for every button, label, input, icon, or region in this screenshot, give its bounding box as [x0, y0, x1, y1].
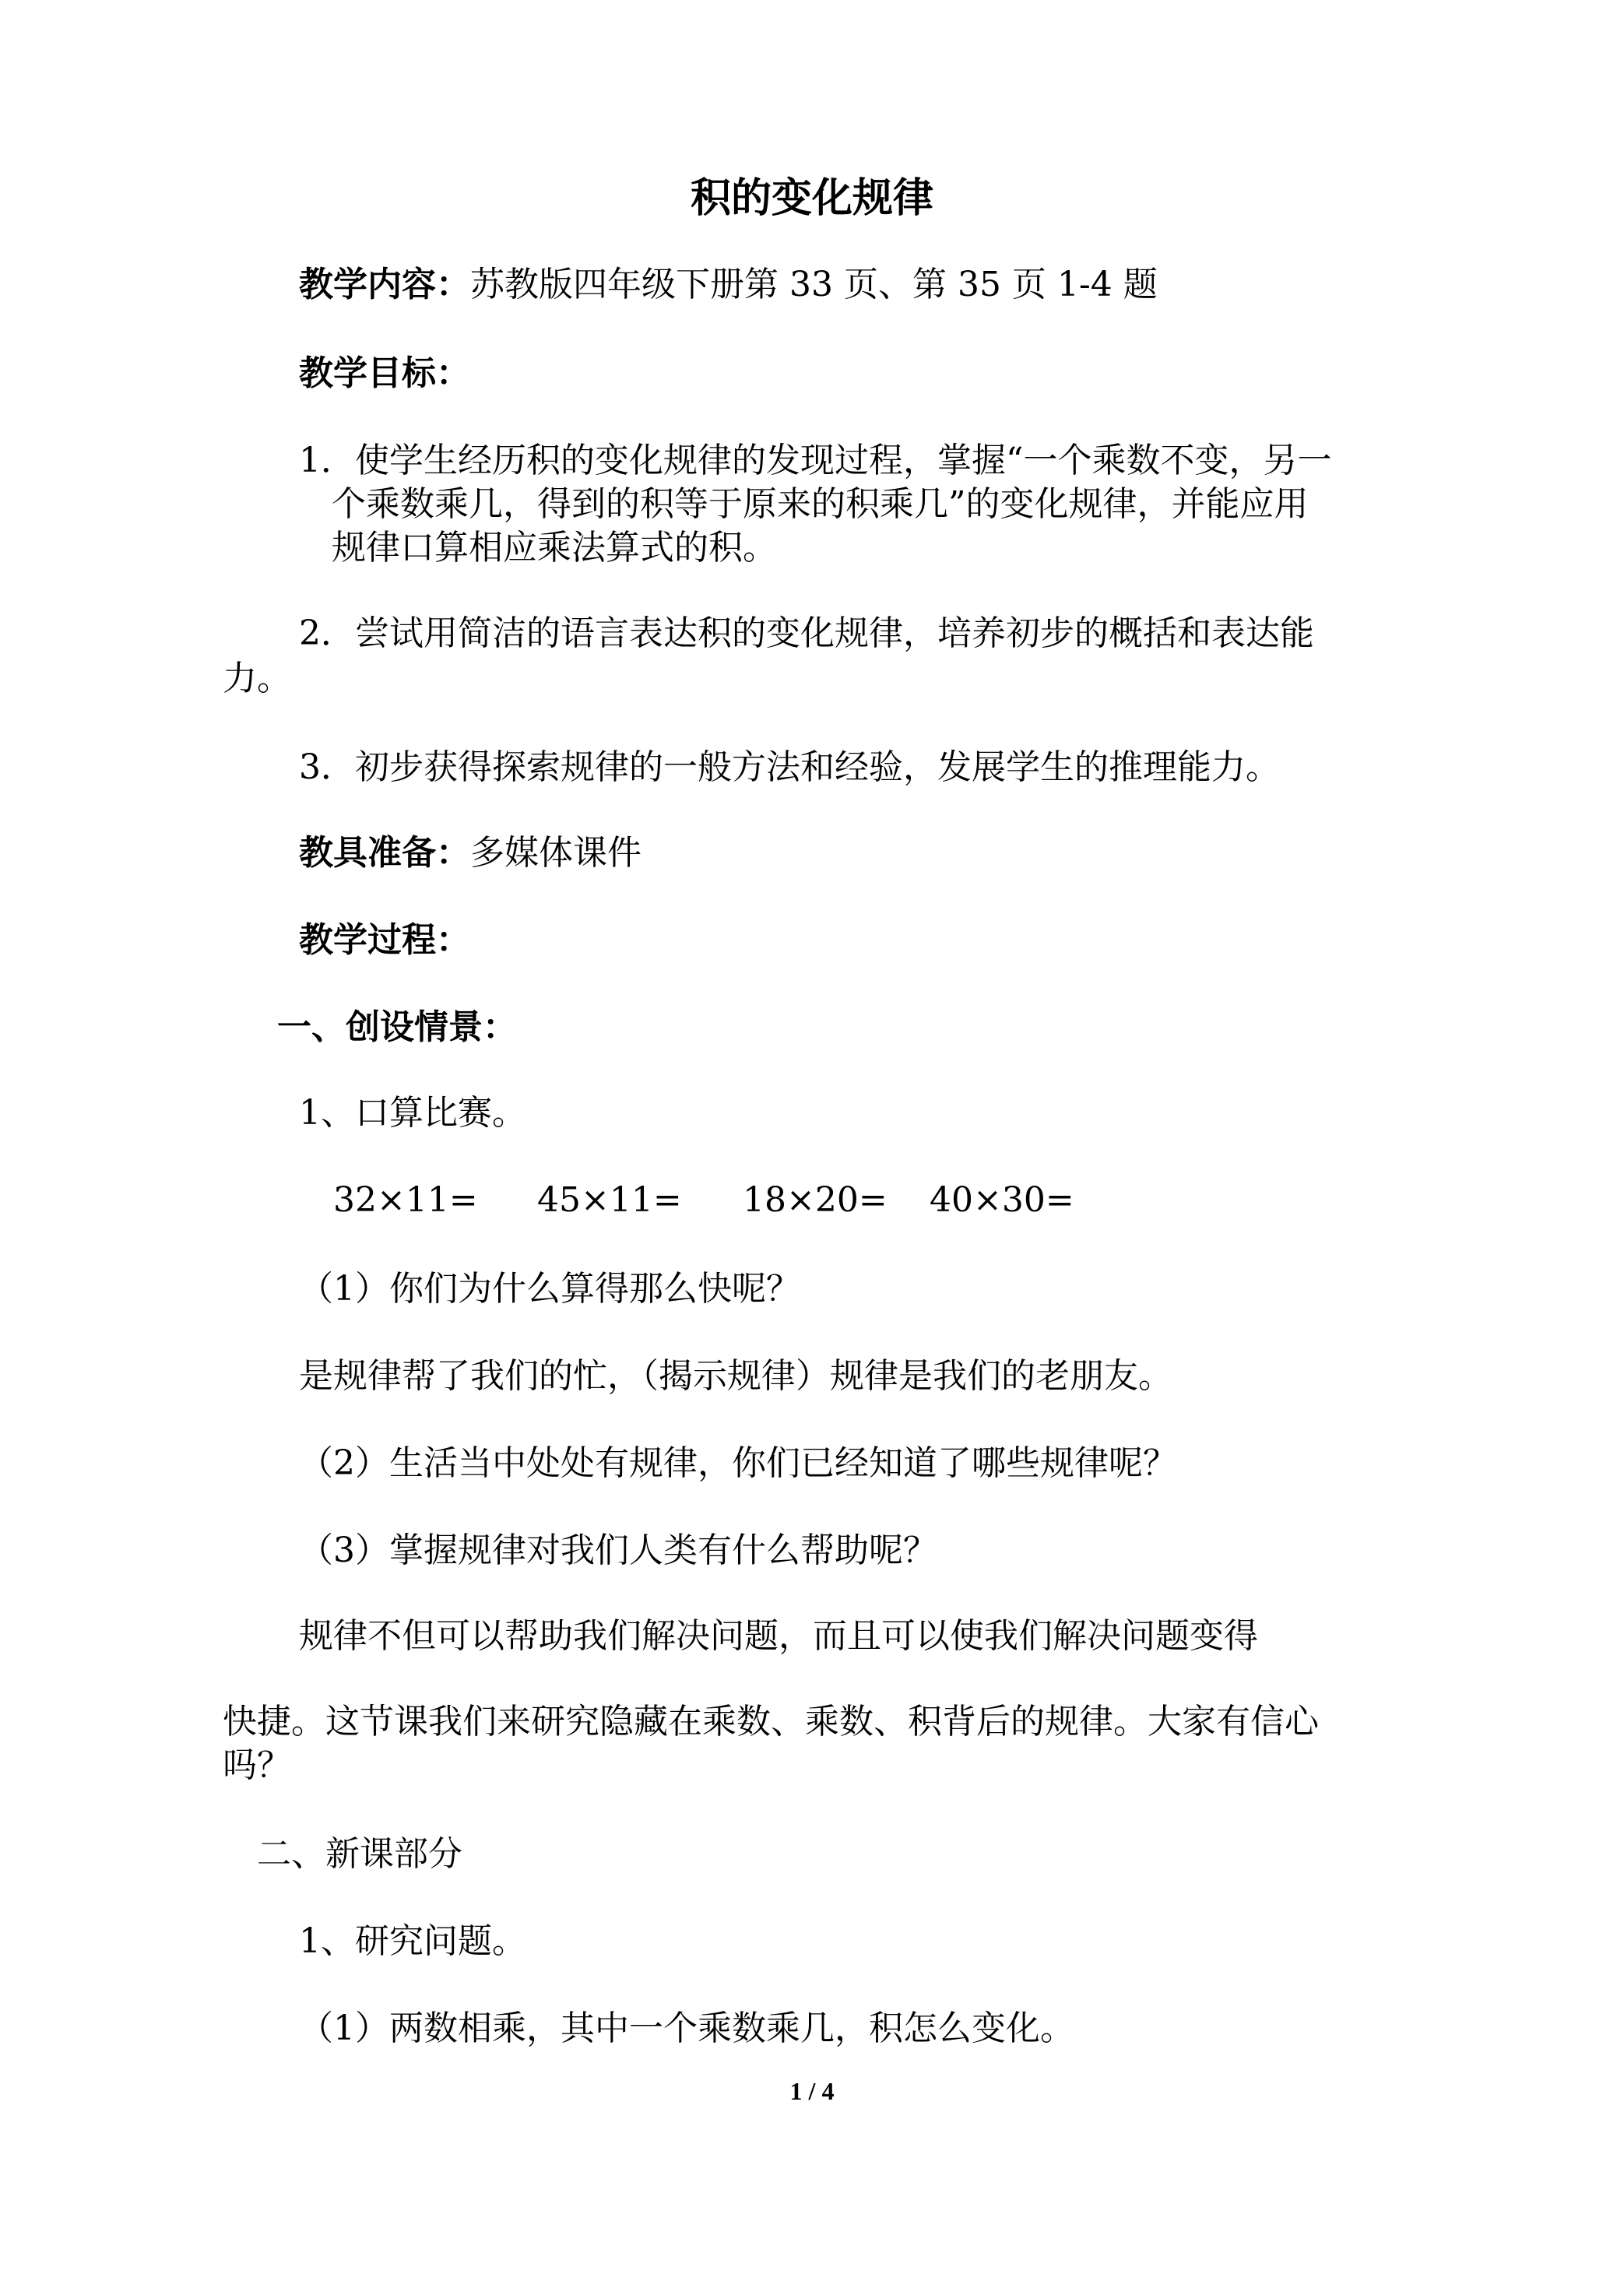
- section-2-heading: 二、新课部分: [257, 1834, 462, 1874]
- goal-2-line-2: 力。: [223, 659, 291, 698]
- item-2-1: （1）两数相乘，其中一个乘数乘几，积怎么变化。: [299, 2009, 1074, 2048]
- teaching-tools-label: 教具准备：: [299, 833, 470, 873]
- goal-1-line-3: 规律口算相应乘法算式的积。: [332, 528, 777, 568]
- paragraph-1-line-2: 快捷。这节课我们来研究隐藏在乘数、乘数、积背后的规律。大家有信心: [223, 1702, 1319, 1741]
- equation-3: 18×20=: [743, 1180, 888, 1220]
- paragraph-1-line-1: 规律不但可以帮助我们解决问题，而且可以使我们解决问题变得: [299, 1616, 1258, 1656]
- goal-1-line-1: 1．使学生经历积的变化规律的发现过程，掌握“一个乘数不变，另一: [299, 441, 1332, 480]
- goal-3: 3．初步获得探索规律的一般方法和经验，发展学生的推理能力。: [299, 747, 1280, 787]
- teaching-process-label: 教学过程：: [299, 920, 470, 960]
- question-3: （3）掌握规律对我们人类有什么帮助呢？: [299, 1531, 937, 1570]
- teaching-goals-label: 教学目标：: [299, 353, 470, 393]
- question-1: （1）你们为什么算得那么快呢？: [299, 1269, 800, 1309]
- teaching-tools-text: 多媒体课件: [470, 833, 642, 873]
- page-number: 1 / 4: [789, 2077, 835, 2105]
- teaching-content-line: [299, 262, 1158, 308]
- teaching-tools-line: [299, 830, 642, 877]
- teaching-content-label: 教学内容：: [299, 265, 470, 304]
- goal-1-line-2: 个乘数乘几，得到的积等于原来的积乘几”的变化规律，并能应用: [332, 484, 1309, 524]
- question-2: （2）生活当中处处有规律，你们已经知道了哪些规律呢？: [299, 1443, 1177, 1483]
- teaching-content-text: 苏教版四年级下册第 33 页、第 35 页 1-4 题: [470, 265, 1158, 304]
- item-2-research: 1、研究问题。: [299, 1921, 526, 1961]
- section-1-heading: 一、创设情景：: [277, 1007, 517, 1047]
- equation-4: 40×30=: [930, 1180, 1074, 1220]
- equation-1: 32×11=: [333, 1180, 478, 1220]
- equation-2: 45×11=: [537, 1180, 682, 1220]
- answer-1: 是规律帮了我们的忙，（揭示规律）规律是我们的老朋友。: [299, 1356, 1172, 1396]
- paragraph-1-line-3: 吗？: [223, 1745, 291, 1785]
- document-title: 积的变化规律: [690, 174, 933, 222]
- goal-2-line-1: 2．尝试用简洁的语言表达积的变化规律，培养初步的概括和表达能: [299, 613, 1314, 653]
- item-1-oral-calc: 1、口算比赛。: [299, 1093, 526, 1133]
